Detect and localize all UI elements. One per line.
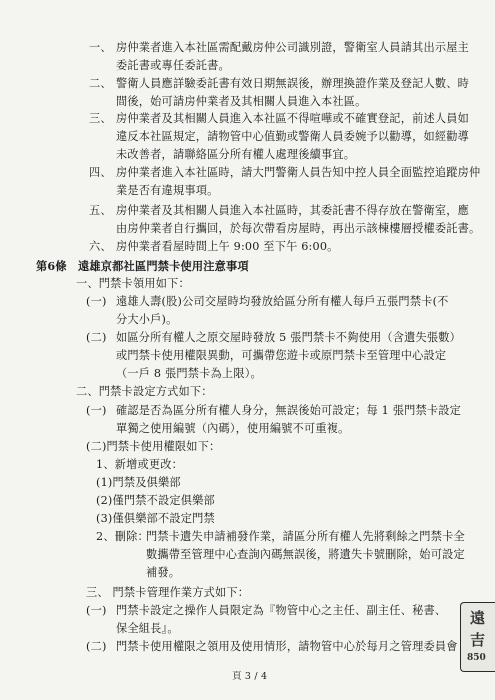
- item-text-line: 如區分所有權人之原交屋時發放 5 張門禁卡不夠使用（含遺失張數）: [116, 331, 462, 344]
- item-marker: (一): [86, 604, 107, 617]
- stamp-number: 850: [467, 653, 486, 663]
- option-line: (1)門禁及俱樂部: [96, 476, 181, 489]
- item-text-line: 門禁卡設定之操作人員限定為『物管中心之主任、副主任、秘書、: [116, 604, 447, 617]
- item-text-line: 房仲業者及其相關人員進入本社區不得喧嘩或不確實登記，前述人員如: [116, 112, 470, 125]
- item-marker: 一、: [89, 41, 112, 54]
- subsection-heading: (二)門禁卡使用權限如下：: [86, 440, 221, 453]
- item-marker: 四、: [89, 166, 112, 179]
- page-number: 頁 3 / 4: [232, 671, 268, 682]
- item-text-line: 未改善者，請聯絡區分所有權人處理後續事宜。: [116, 148, 356, 161]
- item-text-line: 補發。: [146, 566, 181, 579]
- option-line: (2)僅門禁不設定俱樂部: [96, 494, 215, 507]
- section-heading: 一、門禁卡領用如下：: [76, 277, 190, 290]
- stamp-char: 吉: [470, 631, 486, 649]
- item-text-line: 保全組長』。: [116, 622, 179, 635]
- item-marker: 六、: [89, 240, 112, 253]
- item-text-line: 數攜帶至管理中心查詢內碼無誤後，將遺失卡號刪除，始可設定: [146, 548, 465, 561]
- item-text-line: 單獨之使用編號（內碼），使用編號不可重複。: [116, 422, 350, 435]
- item-marker: (一): [86, 295, 107, 308]
- item-marker: (一): [86, 404, 107, 417]
- item-marker: 2、刪除：: [96, 530, 149, 543]
- item-text-line: 警衛人員應詳驗委託書有效日期無誤後，辦理換證作業及登記人數、時: [116, 77, 470, 90]
- item-text-line: 遠雄人壽(股)公司交屋時均發放給區分所有權人每戶五張門禁卡(不: [116, 295, 449, 308]
- item-text-line: 房仲業者看屋時間上午 9:00 至下午 6:00。: [116, 240, 339, 253]
- item-text-line: 違反本社區規定，請物管中心值勤或警衛人員委婉予以勸導，如經勸導: [116, 130, 470, 143]
- article-title: 遠雄京都社區門禁卡使用注意事項: [78, 259, 249, 273]
- section-heading: 二、門禁卡設定方式如下：: [76, 385, 213, 398]
- item-text-line: 房仲業者及其相關人員進入本社區時，其委託書不得存放在警衛室，應: [116, 204, 470, 217]
- item-text-line: 門禁卡使用權限之領用及使用情形，請物管中心於每月之管理委員會: [116, 640, 458, 653]
- item-text-line: 門禁卡遺失申請補發作業，請區分所有權人先將剩餘之門禁卡全: [146, 530, 465, 543]
- item-text-line: 確認是否為區分所有權人身分，無誤後始可設定；每 1 張門禁卡設定: [116, 404, 462, 417]
- item-text-line: 房仲業者進入本社區時，請大門警衛人員告知中控人員全面監控追蹤房仲: [116, 166, 481, 179]
- article-label: 第6條: [36, 259, 67, 273]
- seal-stamp: [460, 602, 495, 672]
- item-text-line: 委託書或專任委託書。: [116, 59, 230, 72]
- item-text-line: 間後，始可請房仲業者及其相關人員進入本社區。: [116, 95, 367, 108]
- section-heading: 三、 門禁卡管理作業方式如下：: [86, 586, 250, 599]
- item-text-line: 或門禁卡使用權限異動，可攜帶您遊卡或原門禁卡至管理中心設定: [116, 349, 447, 362]
- item-marker: (二): [86, 331, 107, 344]
- item-text-line: 由房仲業者自行攜回，於每次帶看房屋時，再出示該棟樓層授權委託書。: [116, 222, 481, 235]
- item-text-line: 業是否有違規事項。: [116, 184, 219, 197]
- item-marker: 三、: [89, 112, 112, 125]
- item-text-line: 分大小戶)。: [116, 313, 178, 326]
- stamp-char: 遠: [470, 609, 486, 627]
- item-marker: (二): [86, 640, 107, 653]
- item-text-line: （一戶 8 張門禁卡為上限）。: [116, 367, 262, 380]
- item-marker: 二、: [89, 77, 112, 90]
- subsection-heading: 1、新增或更改：: [96, 458, 184, 471]
- option-line: (3)僅俱樂部不設定門禁: [96, 512, 215, 525]
- item-text-line: 房仲業者進入本社區需配戴房仲公司識別證，警衛室人員請其出示屋主: [116, 41, 470, 54]
- item-marker: 五、: [89, 204, 112, 217]
